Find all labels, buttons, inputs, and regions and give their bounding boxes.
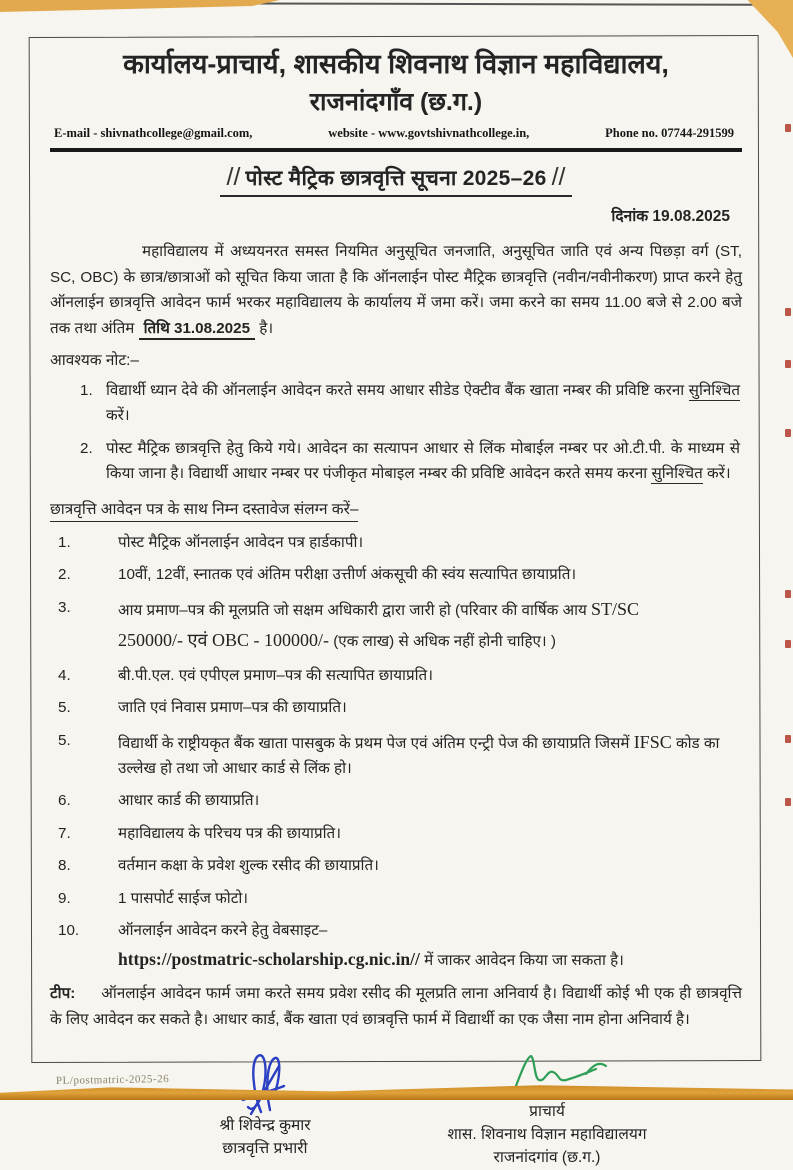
doc-item-text bbox=[118, 919, 742, 973]
contact-phone: Phone no. 07744-291599 bbox=[605, 125, 734, 140]
doc-item-line2 bbox=[118, 946, 740, 973]
contact-email: E-mail - shivnathcollege@gmail.com, bbox=[54, 125, 253, 140]
signatory-role: प्राचार्य bbox=[529, 1102, 565, 1120]
signature-block-right bbox=[382, 1048, 712, 1170]
scan-edge-mark bbox=[785, 640, 791, 648]
note-text bbox=[106, 379, 742, 428]
doc-item-line2-post: (एक लाख) से अधिक नहीं होनी चाहिए। ) bbox=[328, 632, 556, 650]
note-underlined-word: सुनिश्चित bbox=[651, 465, 703, 482]
tip-label: टीप: bbox=[50, 985, 76, 1003]
doc-item-number: 7. bbox=[58, 824, 71, 842]
doc-item-number: 10. bbox=[58, 922, 80, 940]
notice-title: पोस्ट मैट्रिक छात्रवृत्ति सूचना 2025–26 bbox=[245, 166, 547, 190]
doc-item-text: बी.पी.एल. एवं एपीएल प्रमाण–पत्र की सत्यापित छायाप्रति। bbox=[118, 666, 433, 684]
doc-list-item bbox=[50, 789, 742, 813]
scan-edge-mark bbox=[785, 308, 791, 316]
doc-item-number: 5. bbox=[58, 731, 71, 749]
signatory-name: श्री शिवेन्द्र कुमार bbox=[219, 1116, 311, 1134]
doc-item-pre: ऑनलाईन आवेदन करने हेतु वेबसाइट– bbox=[118, 922, 328, 940]
doc-item-number: 3. bbox=[58, 598, 71, 616]
doc-item-text: 1 पासपोर्ट साईज फोटो। bbox=[118, 889, 249, 907]
documents-section bbox=[50, 498, 742, 522]
scan-edge-mark bbox=[785, 735, 791, 743]
college-name-line2: राजनांदगाँव (छ.ग.) bbox=[309, 87, 483, 116]
doc-item-pre: आय प्रमाण–पत्र की मूलप्रति जो सक्षम अधिकारी द्वारा जारी हो (परिवार की वार्षिक आय bbox=[118, 601, 592, 619]
doc-list-item bbox=[50, 596, 742, 655]
doc-item-post: में जाकर आवेदन किया जा सकता है। bbox=[419, 951, 624, 969]
contact-website: website - www.govtshivnathcollege.in, bbox=[328, 125, 530, 140]
signature-ink-blue bbox=[217, 1048, 313, 1120]
scholarship-portal-url: https://postmatric-scholarship.cg.nic.in// bbox=[118, 948, 420, 969]
college-name-line1: कार्यालय-प्राचार्य, शासकीय शिवनाथ विज्ञान महाविद्यालय, bbox=[123, 49, 669, 79]
doc-item-text: महाविद्यालय के परिचय पत्र की छायाप्रति। bbox=[118, 824, 341, 842]
notes-heading: आवश्यक नोट:– bbox=[50, 352, 139, 370]
contact-row bbox=[50, 124, 742, 152]
doc-item-text bbox=[118, 729, 742, 780]
documents-heading: छात्रवृत्ति आवेदन पत्र के साथ निम्न दस्तावेज संलग्न करें– bbox=[50, 498, 358, 522]
doc-item-amounts: 250000/- एवं OBC - 100000/- bbox=[118, 629, 329, 650]
scan-edge-mark bbox=[785, 360, 791, 368]
note-text bbox=[106, 437, 742, 486]
doc-list-item bbox=[50, 919, 742, 973]
doc-item-pre: विद्यार्थी के राष्ट्रीयकृत बैंक खाता पासबुक के प्रथम पेज एवं अंतिम एन्ट्री पेज की छायाप्रति जिसमें bbox=[118, 734, 634, 752]
note-text-part1: विद्यार्थी ध्यान देवे की ऑनलाईन आवेदन करते समय आधार सीडेड ऐक्टीव बैंक खाता नम्बर की प्रविष्टि करना bbox=[106, 382, 689, 400]
note-underlined-word: सुनिश्चित bbox=[688, 382, 740, 400]
note-number: 2. bbox=[80, 440, 93, 458]
scan-edge-mark bbox=[785, 798, 791, 806]
doc-list-item bbox=[50, 563, 742, 587]
doc-item-text: पोस्ट मैट्रिक ऑनलाईन आवेदन पत्र हार्डकापी। bbox=[118, 533, 364, 551]
doc-list-item bbox=[50, 696, 742, 720]
note-number: 1. bbox=[80, 382, 93, 400]
doc-item-number: 5. bbox=[58, 699, 71, 717]
note-item bbox=[80, 379, 742, 428]
tip-text: ऑनलाईन आवेदन फार्म जमा करते समय प्रवेश रसीद की मूलप्रति लाना अनिवार्य है। विद्यार्थी कोई भी एक ही छात्रवृत्ति के लिए आवेदन कर सकते है। आधार कार्ड, बैंक खाता एवं छात्रवृत्ति फार्म में विद्यार्थी का एक जैसा नाम होना अनिवार्य है। bbox=[50, 985, 742, 1028]
doc-item-latin: IFSC bbox=[633, 731, 672, 752]
notice-title-row bbox=[50, 163, 742, 197]
doc-item-text: 10वीं, 12वीं, स्नातक एवं अंतिम परीक्षा उत्तीर्ण अंकसूची की स्वंय सत्यापित छायाप्रति। bbox=[118, 566, 577, 584]
signatory-org: शास. शिवनाथ विज्ञान महाविद्यालयग bbox=[447, 1126, 647, 1144]
doc-list-item bbox=[50, 887, 742, 911]
intro-part1: महाविद्यालय में अध्ययनरत समस्त नियमित अनुसूचित जनजाति, अनुसूचित जाति एवं अन्य पिछड़ा वर्ग (ST, SC, OBC) के छात्र/छात्राओं को सूचित किया जाता है कि ऑनलाईन पोस्ट मैट्रिक छात्रवृत्ति (नवीन/नवीनीकरण) प्राप्त करने हेतु ऑनलाईन छात्रवृत्ति आवेदन फार्म भरकर महाविद्यालय के कार्यालय में जमा करें। जमा करने का समय 11.00 बजे से 2.00 बजे तक तथा अंतिम bbox=[50, 242, 742, 338]
signature-block-left bbox=[150, 1048, 380, 1170]
doc-list-item bbox=[50, 854, 742, 878]
doc-item-number: 2. bbox=[58, 566, 71, 584]
doc-item-post: कोड का उल्लेख हो तथा जो आधार कार्ड से लिंक हो। bbox=[118, 734, 720, 777]
scan-edge-mark bbox=[785, 124, 791, 132]
title-slash-right: // bbox=[551, 162, 566, 191]
doc-item-number: 8. bbox=[58, 857, 71, 875]
doc-item-line2 bbox=[118, 627, 740, 655]
doc-item-number: 9. bbox=[58, 889, 71, 907]
scan-edge-mark bbox=[785, 590, 791, 598]
doc-item-text bbox=[118, 596, 742, 655]
scan-edge-mark bbox=[785, 429, 791, 437]
signatory-role: छात्रवृत्ति प्रभारी bbox=[222, 1140, 308, 1158]
doc-item-latin: ST/SC bbox=[591, 598, 640, 619]
tip-paragraph bbox=[50, 981, 742, 1033]
title-slash-left: // bbox=[226, 162, 241, 191]
note-item bbox=[80, 437, 742, 486]
deadline-highlight: तिथि 31.08.2025 bbox=[139, 320, 255, 340]
doc-item-text: जाति एवं निवास प्रमाण–पत्र की छायाप्रति। bbox=[118, 699, 347, 717]
intro-part2: है। bbox=[255, 320, 274, 338]
doc-item-number: 4. bbox=[58, 666, 71, 684]
note-text-part1: पोस्ट मैट्रिक छात्रवृत्ति हेतु किये गये। आवेदन का सत्यापन आधार से लिंक मोबाईल नम्बर पर ओ.टी.पी. के माध्यम से किया जाना है। विद्यार्थी आधार नम्बर पर पंजीकृत मोबाइल नम्बर की प्रविष्टि आवेदन करते समय करना bbox=[106, 440, 740, 482]
doc-list-item bbox=[50, 729, 742, 780]
doc-list-item bbox=[50, 664, 742, 688]
intro-paragraph bbox=[50, 239, 742, 342]
doc-list-item bbox=[50, 822, 742, 846]
signatory-place: राजनांदगांव (छ.ग.) bbox=[493, 1149, 601, 1167]
doc-item-text: वर्तमान कक्षा के प्रवेश शुल्क रसीद की छायाप्रति। bbox=[118, 857, 379, 875]
signature-row bbox=[150, 1048, 712, 1170]
notice-title-underline bbox=[220, 163, 573, 197]
doc-item-text: आधार कार्ड की छायाप्रति। bbox=[118, 792, 260, 810]
note-text-part2: करें। bbox=[106, 406, 130, 424]
file-reference: PL/postmatric-2025-26 bbox=[55, 1073, 170, 1087]
doc-item-number: 6. bbox=[58, 792, 71, 810]
notice-date: दिनांक 19.08.2025 bbox=[611, 207, 730, 225]
scan-table-edge-top-left bbox=[0, 0, 280, 15]
doc-list-item bbox=[50, 531, 742, 555]
doc-item-number: 1. bbox=[58, 533, 71, 551]
note-text-part2: करें। bbox=[702, 465, 731, 482]
document-body bbox=[50, 44, 742, 1170]
